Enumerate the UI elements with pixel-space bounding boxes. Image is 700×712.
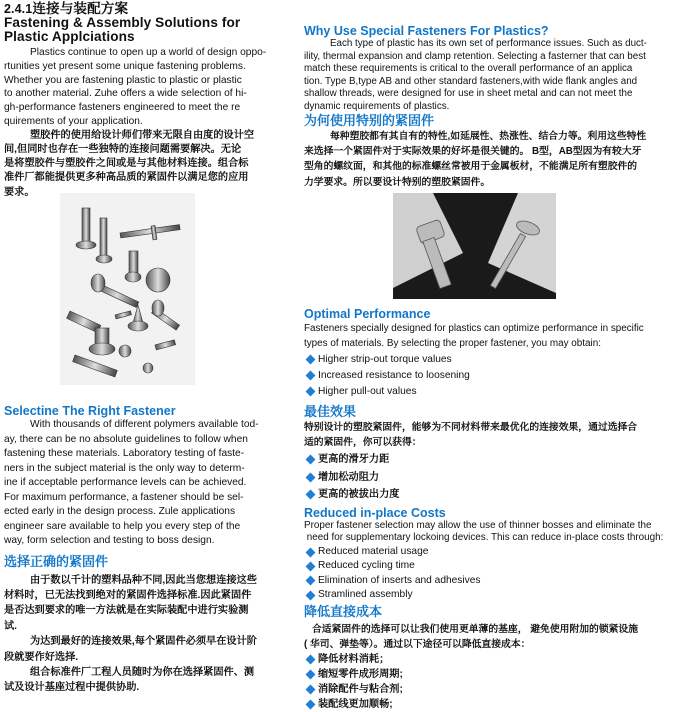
section-number: 2.4.1	[4, 2, 33, 16]
optimal-heading-en: Optimal Performance	[304, 307, 431, 321]
bullet-text: 更高的被拔出力度	[318, 489, 400, 500]
why-body-en	[304, 38, 698, 113]
bullet-item	[304, 588, 698, 602]
text-line: 材料时，已无法找到绝对的紧固件选择标准.因此紧固件	[4, 589, 252, 601]
text-line: 是将塑胶件与塑胶件之间或是与其他材料连接。组合标	[4, 158, 249, 170]
left-column	[4, 0, 294, 200]
bullet-text: Higher strip-out torque values	[318, 353, 452, 365]
text-line: 型角的螺纹面，和其他的标准螺丝常被用于金属板材，不能满足所有塑胶件的	[304, 161, 638, 173]
why-heading-cn: 为何使用特别的紧固件	[304, 113, 435, 128]
diamond-bullet-icon	[306, 590, 316, 600]
bullet-item	[304, 486, 698, 504]
text-line: ected early in the design process. Zule applications	[4, 506, 236, 517]
text-line: tion. Type B,type AB and other standard fasteners,with wide flank angles and	[304, 75, 638, 87]
reduced-body-en	[304, 520, 698, 546]
bullet-text: 降低材料消耗；	[318, 654, 390, 666]
section-title	[4, 2, 294, 16]
bullet-text: Stramlined assembly	[318, 588, 413, 600]
diamond-bullet-icon	[306, 371, 316, 381]
text-line: 为达到最好的连接效果,每个紧固件必须早在设计阶	[30, 636, 257, 648]
bullet-item	[304, 368, 698, 384]
bullet-item	[304, 451, 698, 469]
bullet-item	[304, 545, 698, 559]
diamond-bullet-icon	[306, 562, 316, 572]
text-line: 合适紧固件的选择可以让我们使用更单薄的基座， 避免使用附加的锁紧设施	[312, 624, 639, 636]
title-en-line1: Fastening & Assembly Solutions for	[4, 15, 241, 30]
optimal-body-cn	[304, 420, 698, 451]
text-line: 特别设计的塑胶紧固件，能够为不同材料带来最优化的连接效果，通过选择合	[304, 421, 638, 433]
select-heading-cn: 选择正确的紧固件	[4, 553, 109, 569]
select-section	[4, 404, 294, 696]
why-section	[304, 24, 698, 190]
text-line: 是否达到要求的唯一方法就是在实际装配中进行实验测	[4, 605, 249, 617]
text-line: Fasteners specially designed for plastics can optimize performance in specific	[304, 323, 644, 334]
two-screws-illustration	[393, 193, 556, 299]
text-line: Plastics continue to open up a world of design oppo-	[30, 47, 267, 58]
bullet-item	[304, 667, 698, 682]
text-line: engineer sare available to help you every step of the	[4, 520, 241, 532]
reduced-heading-cn: 降低直接成本	[304, 604, 383, 620]
diamond-bullet-icon	[306, 655, 316, 665]
bullet-text: 消除配件与粘合剂;	[318, 684, 403, 696]
select-body-cn	[4, 573, 294, 696]
bullet-text: 装配线更加顺畅;	[318, 699, 393, 711]
text-line: way, form selection and testing to boss design.	[4, 535, 215, 546]
text-line: gh-performance fasteners engineered to meet the re	[4, 102, 241, 114]
diamond-bullet-icon	[306, 685, 316, 695]
text-line: ine if acceptable performance levels can be achieved.	[4, 477, 247, 488]
bullet-text: Reduced material usage	[318, 546, 429, 558]
optimal-body-en	[304, 321, 698, 352]
text-line: 力学要求。所以要设计特别的塑胶紧固件。	[304, 176, 491, 188]
select-body-en	[4, 418, 294, 549]
text-line: 段就要作好选择.	[4, 651, 79, 663]
text-line: 适的紧固件，你可以获得：	[304, 437, 422, 449]
why-body-cn	[304, 129, 698, 190]
diamond-bullet-icon	[306, 670, 316, 680]
bullet-item	[304, 384, 698, 400]
reduced-heading-en: Reduced in-place Costs	[304, 505, 446, 520]
text-line: 准件厂都能提供更多种高品质的紧固件以满足您的应用	[4, 172, 249, 184]
screws-illustration	[60, 193, 195, 385]
plastic-screws-photo	[393, 193, 556, 299]
text-line: 塑胶件的使用给设计师们带来无限自由度的设计空	[30, 129, 255, 141]
text-line: ay, there can be no absolute guidelines to follow when	[4, 433, 248, 445]
text-line: With thousands of different polymers available tod-	[30, 419, 259, 430]
bullet-item	[304, 682, 698, 697]
text-line: match these requirements is critical to the overall performance of an applica	[304, 63, 633, 74]
bullet-text: 增加松动阻力	[318, 471, 380, 483]
text-line: 间,但同时也存在一些独特的连接问题需要解决。无论	[4, 143, 242, 155]
text-line: 每种塑胶都有其自有的特性,如延展性、热涨性、结合力等。利用这些特性	[330, 131, 647, 142]
text-line: 试.	[4, 620, 18, 632]
text-line: ( 华司、弹垫等）。通过以下途径可以降低直接成本：	[304, 639, 531, 651]
bullet-text: 更高的滑牙力距	[318, 454, 390, 465]
text-line: Each type of plastic has its own set of performance issues. Such as duct-	[330, 38, 647, 49]
text-line: quirements of your application.	[4, 115, 143, 127]
text-line: ility, thermal expansion and clamp retention. Selecting a fasterner that can best	[304, 50, 646, 62]
text-line: shallow threads, were designed for use in sheet metal and can not meet the	[304, 88, 633, 99]
select-heading-en: Selectine The Right Fastener	[4, 404, 176, 418]
bullet-item	[304, 652, 698, 667]
bullet-text: Increased resistance to loosening	[318, 369, 470, 381]
diamond-bullet-icon	[306, 576, 316, 586]
diamond-bullet-icon	[306, 490, 316, 500]
text-line: 来选择一个紧固件对于实际效果的好坏是很关键的。 B型，AB型因为有较大牙	[304, 146, 642, 158]
bullet-item	[304, 697, 698, 712]
diamond-bullet-icon	[306, 455, 316, 465]
text-line: For maximum performance, a fastener should be sel-	[4, 491, 244, 503]
text-line: fastening these materials. Laboratory testing of faste-	[4, 448, 245, 459]
text-line: 组合标准件厂工程人员随时为你在选择紧固件、测	[30, 666, 255, 678]
fastener-assortment-photo	[60, 193, 195, 385]
text-line: rtunities yet present some unique fastening problems.	[4, 60, 246, 72]
diamond-bullet-icon	[306, 355, 316, 365]
text-line: types of materials. By selecting the proper fastener, you may obtain:	[304, 338, 601, 350]
intro-cn	[4, 129, 294, 200]
bullet-item	[304, 469, 698, 487]
text-line: 试及设计基座过程中提供协助.	[4, 682, 140, 694]
intro-en	[4, 46, 294, 129]
bullet-text: Reduced cycling time	[318, 560, 415, 572]
text-line: need for supplementary lockoing devices. This can reduce in-place costs through:	[304, 532, 664, 544]
diamond-bullet-icon	[306, 387, 316, 397]
optimal-heading-cn: 最佳效果	[304, 403, 357, 419]
text-line: to another material. Zuhe offers a wide selection of hi-	[4, 88, 247, 100]
bullet-item	[304, 574, 698, 588]
title-en-line2: Plastic Applciations	[4, 29, 135, 44]
text-line: Proper fastener selection may allow the use of thinner bosses and eliminate the	[304, 519, 652, 531]
section-title-cn: 连接与装配方案	[32, 1, 129, 16]
diamond-bullet-icon	[306, 472, 316, 482]
text-line: dynamic requirements of plastics.	[304, 100, 450, 112]
diamond-bullet-icon	[306, 547, 316, 557]
bullet-text: Elimination of inserts and adhesives	[318, 574, 481, 586]
optimal-section	[304, 307, 698, 712]
text-line: 由于数以千计的塑料品种不同,因此当您想连接这些	[30, 574, 257, 586]
bullet-item	[304, 559, 698, 573]
text-line: 要求。	[4, 186, 35, 198]
bullet-item	[304, 352, 698, 368]
text-line: Whether you are fastening plastic to plastic or plastic	[4, 74, 242, 86]
reduced-body-cn	[304, 622, 698, 652]
bullet-text: Higher pull-out values	[318, 385, 417, 397]
bullet-text: 缩短零件成形周期;	[318, 669, 403, 681]
text-line: ners in the subject material is the only way to determ-	[4, 462, 245, 474]
why-heading-en: Why Use Special Fasteners For Plastics?	[304, 24, 549, 38]
diamond-bullet-icon	[306, 700, 316, 710]
